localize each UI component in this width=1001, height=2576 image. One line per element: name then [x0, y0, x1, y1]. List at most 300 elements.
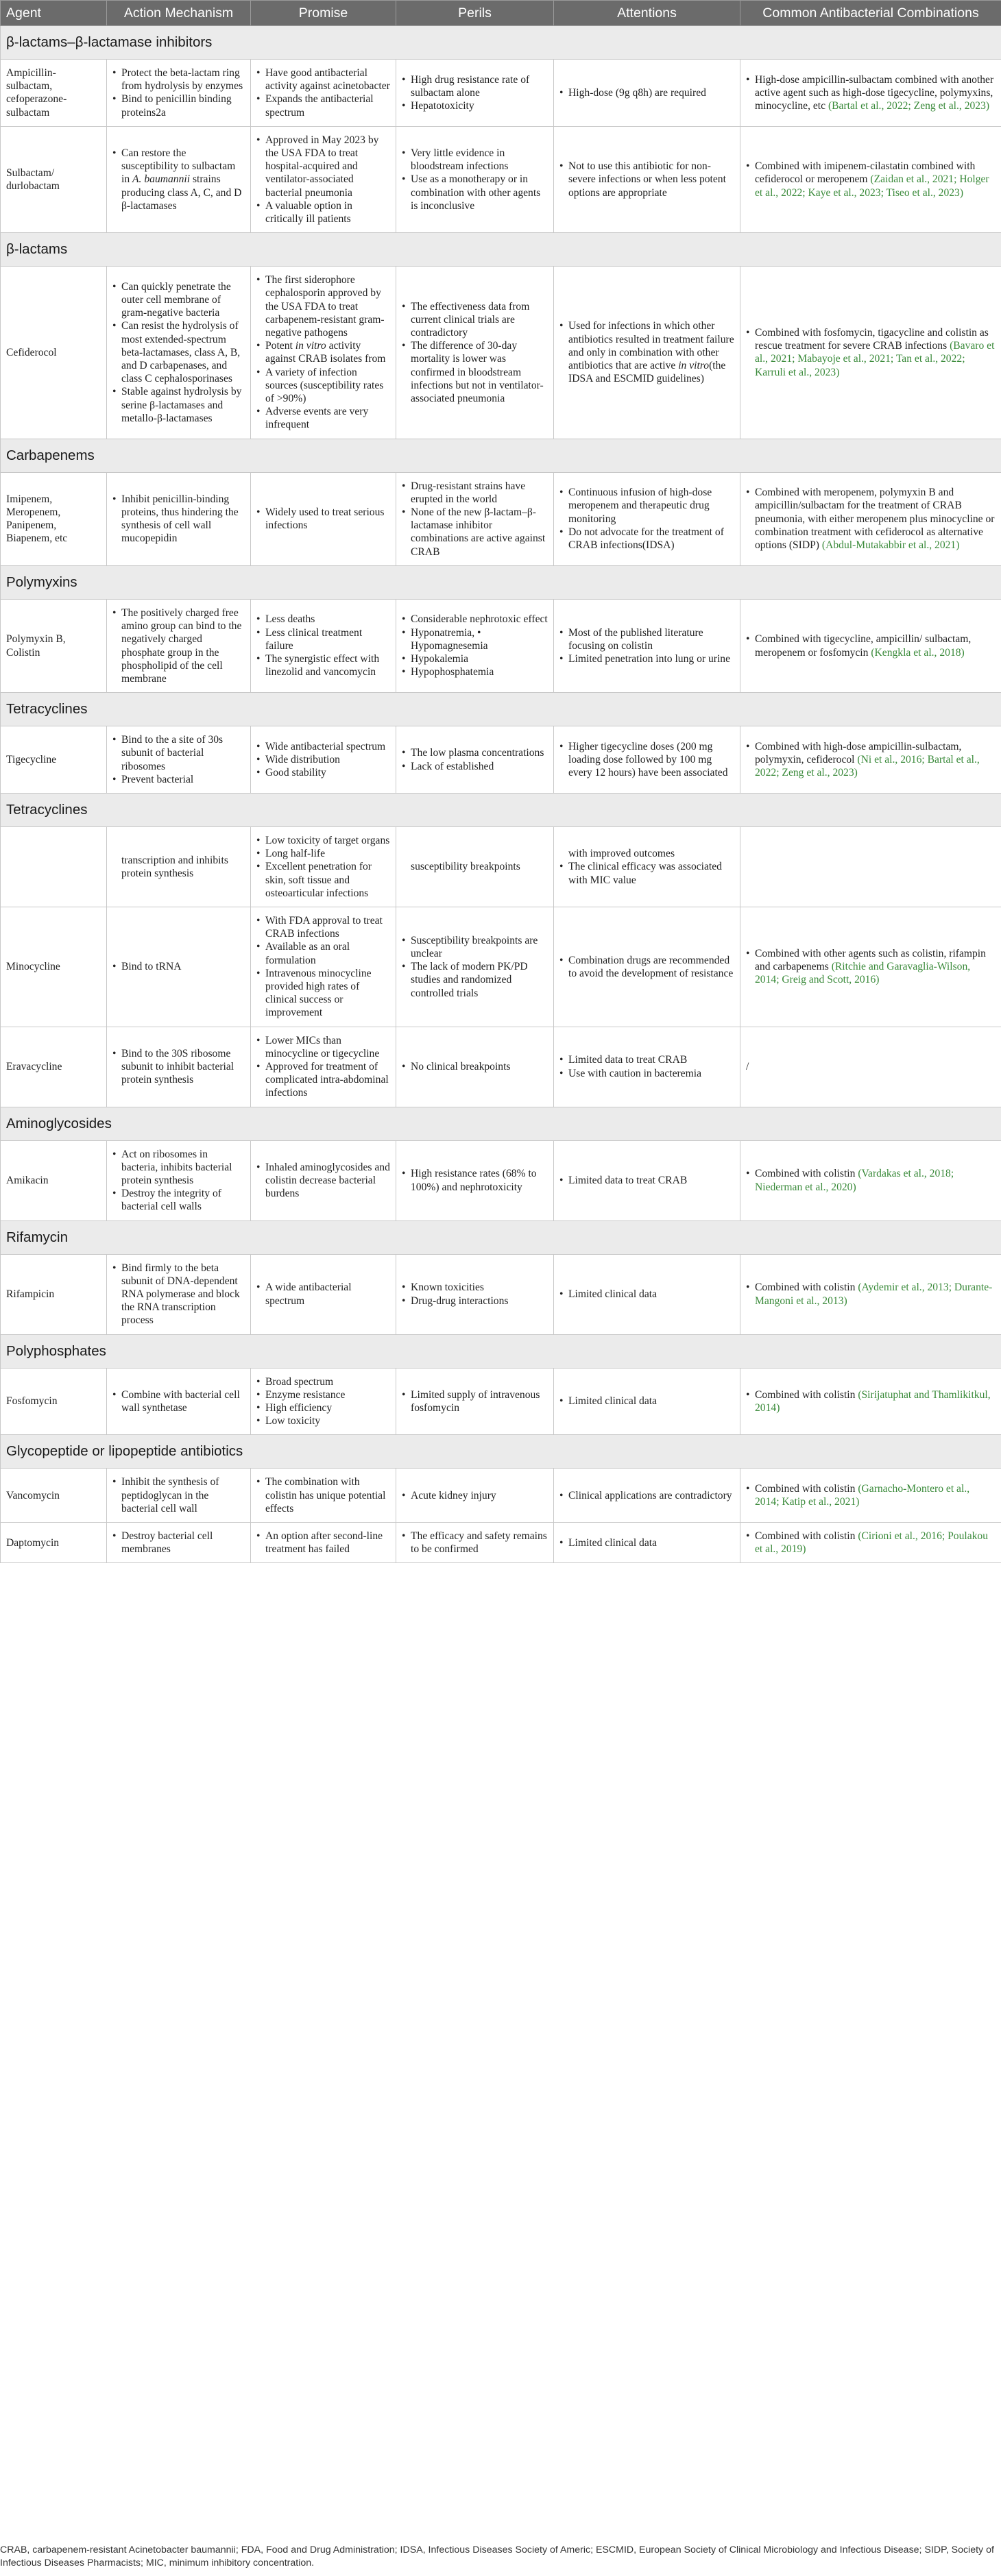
combinations-cell: [740, 726, 1001, 794]
promise-item: • A variety of infection sources (susceptibility rates of >90%): [265, 366, 390, 406]
perils-cell: [396, 907, 554, 1027]
attentions-item: • Do not advocate for the treatment of CRAB infections(IDSA): [568, 526, 734, 552]
promise-item: • The combination with colistin has unique potential effects: [265, 1475, 390, 1515]
combinations-item: [755, 740, 996, 780]
mechanism-item: • Combine with bacterial cell wall synthetase: [121, 1388, 245, 1414]
agent-cell: Polymyxin B, Colistin: [1, 599, 107, 692]
mechanism-item: • Bind to the a site of 30s subunit of bacterial ribosomes: [121, 733, 245, 773]
mechanism-cell: [107, 1469, 251, 1523]
attentions-item: • Limited clinical data: [568, 1536, 734, 1549]
attentions-list: [559, 740, 734, 780]
perils-list: [402, 73, 548, 113]
attentions-list: [559, 1288, 734, 1301]
attentions-item: • Continuous infusion of high-dose meropenem and therapeutic drug monitoring: [568, 486, 734, 526]
perils-cell: [396, 472, 554, 565]
section-row: [1, 693, 1001, 726]
mechanism-item: • Inhibit penicillin-binding proteins, thus hindering the synthesis of cell wall mucopepidin: [121, 493, 245, 545]
table-header-row: [1, 1, 1001, 26]
perils-list: [402, 613, 548, 678]
mechanism-cell: [107, 472, 251, 565]
section-title: Tetracyclines: [1, 693, 1001, 726]
perils-list: [402, 1167, 548, 1193]
attentions-cell: [554, 472, 740, 565]
table-row: [1, 826, 1001, 907]
promise-list: [256, 273, 390, 431]
combinations-list: [746, 740, 996, 780]
attentions-list: [559, 1395, 734, 1408]
attentions-list: [559, 1174, 734, 1187]
header-promise: Promise: [251, 1, 396, 26]
promise-list: [256, 1034, 390, 1100]
combination-text: Combined with tigecycline, ampicillin/ sulbactam, meropenem or fosfomycin: [755, 633, 972, 659]
perils-item: • Hyponatremia, • Hypomagnesemia: [411, 626, 548, 652]
mechanism-list: [112, 1262, 245, 1327]
promise-list: [256, 66, 390, 119]
promise-item: • Lower MICs than minocycline or tigecycline: [265, 1034, 390, 1060]
promise-cell: [251, 1368, 396, 1435]
combinations-cell: [740, 267, 1001, 439]
agent-cell: Fosfomycin: [1, 1368, 107, 1435]
perils-cell: [396, 126, 554, 232]
mechanism-item: • Prevent bacterial: [121, 773, 245, 786]
table-row: [1, 126, 1001, 232]
promise-item: • Approved for treatment of complicated intra-abdominal infections: [265, 1060, 390, 1100]
combinations-cell: [740, 1368, 1001, 1435]
mechanism-text: transcription and inhibits protein synthesis: [121, 854, 228, 879]
mechanism-list: [112, 960, 245, 973]
agent-cell: Cefiderocol: [1, 267, 107, 439]
section-title: Polymyxins: [1, 565, 1001, 599]
section-row: [1, 1220, 1001, 1254]
mechanism-cell: [107, 599, 251, 692]
mechanism-list: [112, 1388, 245, 1414]
mechanism-item: • Can resist the hydrolysis of most extended-spectrum beta-lactamases, class A, B, and D carbapenases, and class C cephalosporinases: [121, 319, 245, 385]
mechanism-cell: [107, 726, 251, 794]
combinations-item: [755, 73, 996, 113]
perils-item: • High resistance rates (68% to 100%) and nephrotoxicity: [411, 1167, 548, 1193]
attentions-item: • Limited data to treat CRAB: [568, 1174, 734, 1187]
section-row: [1, 26, 1001, 60]
mechanism-cell: [107, 1140, 251, 1220]
mechanism-item: • Bind to tRNA: [121, 960, 245, 973]
combination-text: Combined with colistin: [755, 1530, 858, 1543]
perils-item: • High drug resistance rate of sulbactam alone: [411, 73, 548, 99]
table-row: [1, 1027, 1001, 1107]
attentions-cell: [554, 826, 740, 907]
mechanism-cell: [107, 60, 251, 127]
perils-cell: [396, 1027, 554, 1107]
perils-item: • Susceptibility breakpoints are unclear: [411, 934, 548, 960]
combinations-list: [746, 1281, 996, 1307]
italic-term: A. baumannii: [132, 173, 191, 186]
combinations-cell: [740, 472, 1001, 565]
perils-item: • Very little evidence in bloodstream infections: [411, 147, 548, 173]
perils-item: • Hypophosphatemia: [411, 665, 548, 678]
italic-term: in vitro: [295, 340, 326, 352]
mechanism-cell: [107, 267, 251, 439]
agent-cell: Imipenem, Meropenem, Panipenem, Biapenem, etc: [1, 472, 107, 565]
perils-cell: [396, 726, 554, 794]
perils-item: • Drug-resistant strains have erupted in the world: [411, 480, 548, 506]
agent-cell: Amikacin: [1, 1140, 107, 1220]
header-attentions: Attentions: [554, 1, 740, 26]
table-body: [1, 26, 1001, 1563]
mechanism-item: • Destroy bacterial cell membranes: [121, 1530, 245, 1556]
combinations-cell: [740, 1027, 1001, 1107]
promise-cell: [251, 726, 396, 794]
perils-list: [402, 1388, 548, 1414]
mechanism-cell: [107, 1254, 251, 1334]
perils-item: • Hypokalemia: [411, 652, 548, 665]
perils-cell: [396, 1254, 554, 1334]
promise-item: • High efficiency: [265, 1401, 390, 1414]
promise-item: • Broad spectrum: [265, 1375, 390, 1388]
perils-item: • No clinical breakpoints: [411, 1060, 548, 1073]
attentions-cell: [554, 1469, 740, 1523]
mechanism-list: [112, 1047, 245, 1087]
perils-item: • The low plasma concentrations: [411, 746, 548, 759]
table-row: [1, 60, 1001, 127]
promise-item: • Available as an oral formulation: [265, 940, 390, 966]
mechanism-list: [112, 606, 245, 685]
promise-cell: [251, 267, 396, 439]
attentions-list: [559, 86, 734, 99]
section-title: Carbapenems: [1, 439, 1001, 472]
promise-item: • Low toxicity: [265, 1414, 390, 1427]
header-combinations: Common Antibacterial Combinations: [740, 1, 1001, 26]
attentions-item: • The clinical efficacy was associated with MIC value: [568, 860, 734, 886]
mechanism-cell: [107, 1027, 251, 1107]
combinations-cell: [740, 60, 1001, 127]
combinations-list: [746, 326, 996, 379]
promise-item: • Potent in vitro activity against CRAB isolates from: [265, 339, 390, 365]
combinations-cell: [740, 1469, 1001, 1523]
promise-cell: [251, 907, 396, 1027]
combinations-cell: [740, 1523, 1001, 1563]
perils-list: [402, 147, 548, 212]
attentions-cell: [554, 60, 740, 127]
mechanism-list: [112, 1148, 245, 1214]
combinations-text: /: [746, 1060, 749, 1072]
citation-link[interactable]: (Sirijatuphat and Thamlikitkul, 2014): [755, 1388, 991, 1414]
promise-cell: [251, 126, 396, 232]
promise-item: • A wide antibacterial spectrum: [265, 1281, 390, 1307]
attentions-list: [559, 486, 734, 552]
combinations-cell: [740, 826, 1001, 907]
mechanism-item: • The positively charged free amino group can bind to the negatively charged phosphate group in the phospholipid of the cell membrane: [121, 606, 245, 685]
table-row: [1, 1368, 1001, 1435]
mechanism-cell: [107, 126, 251, 232]
promise-item: • The first siderophore cephalosporin approved by the USA FDA to treat carbapenem-resistant gram-negative pathogens: [265, 273, 390, 339]
attentions-item: • Used for infections in which other antibiotics resulted in treatment failure and only in combination with other antibiotics that are active in vitro(the IDSA and ESCMID guidelines): [568, 319, 734, 385]
citation-link[interactable]: (Vardakas et al., 2018; Niederman et al., 2020): [755, 1168, 954, 1193]
perils-cell: [396, 599, 554, 692]
table-row: [1, 472, 1001, 565]
perils-text: susceptibility breakpoints: [411, 861, 520, 873]
table-row: [1, 726, 1001, 794]
combinations-item: [755, 1167, 996, 1193]
promise-item: • A valuable option in critically ill patients: [265, 199, 390, 225]
combination-text: Combined with colistin: [755, 1388, 858, 1401]
promise-item: • Inhaled aminoglycosides and colistin decrease bacterial burdens: [265, 1161, 390, 1201]
promise-item: • Less deaths: [265, 613, 390, 626]
combination-text: Combined with high-dose ampicillin-sulbactam, polymyxin, cefiderocol: [755, 740, 962, 765]
perils-item: • Use as a monotherapy or in combination with other agents is inconclusive: [411, 173, 548, 212]
promise-list: [256, 134, 390, 225]
perils-item: • The effectiveness data from current clinical trials are contradictory: [411, 300, 548, 340]
attentions-item: • Most of the published literature focusing on colistin: [568, 626, 734, 652]
perils-cell: [396, 826, 554, 907]
attentions-cell: [554, 1254, 740, 1334]
attentions-item: • Combination drugs are recommended to avoid the development of resistance: [568, 954, 734, 980]
combinations-cell: [740, 1140, 1001, 1220]
mechanism-item: • Bind firmly to the beta subunit of DNA-dependent RNA polymerase and block the RNA transcription process: [121, 1262, 245, 1327]
attentions-list: [559, 954, 734, 980]
section-row: [1, 565, 1001, 599]
combinations-cell: [740, 599, 1001, 692]
citation-link[interactable]: (Ni et al., 2016; Bartal et al., 2022; Zeng et al., 2023): [755, 753, 980, 779]
mechanism-item: • Protect the beta-lactam ring from hydrolysis by enzymes: [121, 66, 245, 93]
mechanism-item: • Act on ribosomes in bacteria, inhibits bacterial protein synthesis: [121, 1148, 245, 1188]
attentions-list: [559, 1489, 734, 1502]
attentions-item: • Not to use this antibiotic for non-severe infections or when less potent options are appropriate: [568, 160, 734, 199]
combinations-cell: [740, 126, 1001, 232]
promise-list: [256, 1281, 390, 1307]
perils-list: [402, 1281, 548, 1307]
section-title: Tetracyclines: [1, 793, 1001, 826]
perils-list: [402, 1060, 548, 1073]
section-row: [1, 1334, 1001, 1368]
mechanism-list: [112, 1530, 245, 1556]
combinations-item: [755, 1388, 996, 1414]
promise-item: • Less clinical treatment failure: [265, 626, 390, 652]
section-title: Polyphosphates: [1, 1334, 1001, 1368]
promise-cell: [251, 1027, 396, 1107]
agent-cell: Daptomycin: [1, 1523, 107, 1563]
attentions-cell: [554, 1368, 740, 1435]
combinations-item: [755, 486, 996, 552]
attentions-cell: [554, 1140, 740, 1220]
mechanism-list: [112, 493, 245, 545]
perils-list: [402, 1530, 548, 1556]
perils-list: [402, 300, 548, 406]
attentions-cell: [554, 726, 740, 794]
mechanism-cell: [107, 1368, 251, 1435]
combination-text: Combined with fosfomycin, tigacycline and colistin as rescue treatment for severe CRAB infections: [755, 327, 989, 352]
perils-list: [402, 480, 548, 559]
agent-cell: Vancomycin: [1, 1469, 107, 1523]
promise-list: [256, 613, 390, 678]
citation-link[interactable]: (Aydemir et al., 2013; Durante-Mangoni et al., 2013): [755, 1281, 993, 1307]
agent-cell: Eravacycline: [1, 1027, 107, 1107]
attentions-cell: [554, 1027, 740, 1107]
perils-cell: [396, 1140, 554, 1220]
section-title: Aminoglycosides: [1, 1107, 1001, 1140]
citation-link[interactable]: (Bavaro et al., 2021; Mabayoje et al., 2021; Tan et al., 2022; Karruli et al., 2023): [755, 340, 995, 378]
promise-item: • An option after second-line treatment has failed: [265, 1530, 390, 1556]
section-row: [1, 233, 1001, 267]
combination-text: High-dose ampicillin-sulbactam combined with another active agent such as high-dose tigecycline, polymyxins, minocycline, etc: [755, 73, 994, 112]
combination-text: Combined with colistin: [755, 1168, 858, 1180]
attentions-item: • Limited data to treat CRAB: [568, 1053, 734, 1066]
attentions-list: [559, 1053, 734, 1079]
mechanism-item: • Destroy the integrity of bacterial cell walls: [121, 1187, 245, 1213]
promise-cell: [251, 1254, 396, 1334]
promise-item: • Good stability: [265, 766, 390, 779]
promise-cell: [251, 1523, 396, 1563]
agent-cell: Rifampicin: [1, 1254, 107, 1334]
perils-list: [402, 746, 548, 772]
section-row: [1, 793, 1001, 826]
attentions-cell: [554, 267, 740, 439]
promise-list: [256, 506, 390, 532]
perils-item: • The lack of modern PK/PD studies and randomized controlled trials: [411, 960, 548, 1000]
table-footnote: CRAB, carbapenem-resistant Acinetobacter baumannii; FDA, Food and Drug Administration; IDSA, Infectious Diseases Society of Americ; ESCMID, European Society of Clinical Microbiology and Infectious Disease; SIDP, Society of Infectious Diseases Pharmacists; MIC, minimum inhibitory concentration.: [0, 2544, 994, 2568]
promise-list: [256, 1530, 390, 1556]
header-perils: Perils: [396, 1, 554, 26]
promise-item: • Wide antibacterial spectrum: [265, 740, 390, 753]
agent-cell: [1, 826, 107, 907]
section-title: Glycopeptide or lipopeptide antibiotics: [1, 1435, 1001, 1469]
combinations-list: [746, 1167, 996, 1193]
header-action-mechanism: Action Mechanism: [107, 1, 251, 26]
citation-link[interactable]: (Abdul-Mutakabbir et al., 2021): [821, 539, 960, 552]
agent-cell: Minocycline: [1, 907, 107, 1027]
promise-item: • Widely used to treat serious infections: [265, 506, 390, 532]
citation-link[interactable]: (Ritchie and Garavaglia-Wilson, 2014; Greig and Scott, 2016): [755, 961, 971, 986]
attentions-item: • Limited clinical data: [568, 1395, 734, 1408]
italic-term: in vitro: [678, 360, 710, 372]
combinations-list: [746, 73, 996, 113]
attentions-cell: [554, 126, 740, 232]
table-row: [1, 1140, 1001, 1220]
attentions-list: [559, 1536, 734, 1549]
mechanism-cell: [107, 1523, 251, 1563]
perils-list: [402, 934, 548, 1000]
mechanism-list: [112, 66, 245, 119]
perils-item: • Drug-drug interactions: [411, 1295, 548, 1308]
citation-link[interactable]: (Bartal et al., 2022; Zeng et al., 2023): [828, 100, 990, 112]
citation-link[interactable]: (Garnacho-Montero et al., 2014; Katip et al., 2021): [755, 1483, 970, 1508]
citation-link[interactable]: (Kengkla et al., 2018): [871, 646, 965, 659]
promise-list: [256, 834, 390, 900]
promise-list: [256, 1161, 390, 1201]
attentions-item: • High-dose (9g q8h) are required: [568, 86, 734, 99]
combinations-item: [755, 1530, 996, 1556]
combination-text: Combined with meropenem, polymyxin B and ampicillin/sulbactam for the treatment of CRAB pneumonia, with either meropenem plus minocycline or combination treatment with cefiderocol as alternative options (SIDP): [755, 487, 995, 552]
perils-cell: [396, 267, 554, 439]
table-row: [1, 267, 1001, 439]
promise-cell: [251, 1469, 396, 1523]
promise-item: • Approved in May 2023 by the USA FDA to treat hospital-acquired and ventilator-associated bacterial pneumonia: [265, 134, 390, 199]
combinations-item: [755, 326, 996, 379]
attentions-list: [559, 319, 734, 385]
combinations-list: [746, 1388, 996, 1414]
attentions-item: • Limited clinical data: [568, 1288, 734, 1301]
mechanism-item: • Bind to the 30S ribosome subunit to inhibit bacterial protein synthesis: [121, 1047, 245, 1087]
attentions-item: • Clinical applications are contradictory: [568, 1489, 734, 1502]
table-row: [1, 907, 1001, 1027]
attentions-text: with improved outcomes: [568, 848, 675, 860]
combination-text: Combined with imipenem-cilastatin combined with cefiderocol or meropenem: [755, 160, 976, 186]
section-row: [1, 439, 1001, 472]
promise-item: • Wide distribution: [265, 753, 390, 766]
perils-item: • Hepatotoxicity: [411, 99, 548, 112]
combinations-item: [755, 1281, 996, 1307]
combinations-item: [755, 633, 996, 659]
promise-item: • Long half-life: [265, 847, 390, 860]
promise-cell: [251, 1140, 396, 1220]
mechanism-item: • Inhibit the synthesis of peptidoglycan in the bacterial cell wall: [121, 1475, 245, 1515]
perils-item: • The efficacy and safety remains to be confirmed: [411, 1530, 548, 1556]
promise-cell: [251, 599, 396, 692]
promise-item: • Low toxicity of target organs: [265, 834, 390, 847]
header-agent: Agent: [1, 1, 107, 26]
attentions-list: [559, 626, 734, 666]
perils-cell: [396, 1368, 554, 1435]
perils-list: [402, 1489, 548, 1502]
combinations-list: [746, 486, 996, 552]
mechanism-item: • Bind to penicillin binding proteins2a: [121, 93, 245, 119]
promise-list: [256, 914, 390, 1020]
table-row: [1, 1469, 1001, 1523]
combinations-item: [755, 1482, 996, 1508]
perils-item: • Lack of established: [411, 760, 548, 773]
promise-cell: [251, 60, 396, 127]
combinations-item: [755, 160, 996, 199]
mechanism-item: • Stable against hydrolysis by serine β-lactamases and metallo-β-lactamases: [121, 385, 245, 425]
mechanism-list: [112, 733, 245, 786]
promise-cell: [251, 472, 396, 565]
attentions-cell: [554, 907, 740, 1027]
attentions-item: • Limited penetration into lung or urine: [568, 652, 734, 665]
table-row: [1, 1254, 1001, 1334]
promise-cell: [251, 826, 396, 907]
promise-list: [256, 740, 390, 780]
promise-item: • Intravenous minocycline provided high rates of clinical success or improvement: [265, 967, 390, 1020]
mechanism-item: • Can quickly penetrate the outer cell membrane of gram-negative bacteria: [121, 280, 245, 320]
combinations-list: [746, 947, 996, 987]
citation-link[interactable]: (Zaidan et al., 2021; Holger et al., 2022; Kaye et al., 2023; Tiseo et al., 2023): [755, 173, 989, 199]
section-title: Rifamycin: [1, 1220, 1001, 1254]
perils-cell: [396, 1469, 554, 1523]
combinations-list: [746, 1482, 996, 1508]
combinations-list: [746, 633, 996, 659]
mechanism-list: [112, 1475, 245, 1515]
agent-cell: Ampicillin-sulbactam, cefoperazone-sulbactam: [1, 60, 107, 127]
citation-link[interactable]: (Cirioni et al., 2016; Poulakou et al., 2019): [755, 1530, 989, 1556]
perils-item: • Acute kidney injury: [411, 1489, 548, 1502]
promise-item: • The synergistic effect with linezolid and vancomycin: [265, 652, 390, 678]
mechanism-cell: [107, 907, 251, 1027]
mechanism-list: [112, 147, 245, 212]
promise-item: • Excellent penetration for skin, soft tissue and osteoarticular infections: [265, 860, 390, 900]
combinations-cell: [740, 907, 1001, 1027]
table-row: [1, 1523, 1001, 1563]
promise-item: • Adverse events are very infrequent: [265, 405, 390, 431]
mechanism-list: [112, 280, 245, 425]
perils-item: • Known toxicities: [411, 1281, 548, 1294]
perils-item: • Considerable nephrotoxic effect: [411, 613, 548, 626]
promise-list: [256, 1375, 390, 1428]
combination-text: Combined with other agents such as colistin, rifampin and carbapenems: [755, 947, 986, 973]
combinations-list: [746, 1530, 996, 1556]
perils-item: • None of the new β-lactam–β-lactamase inhibitor combinations are active against CRAB: [411, 506, 548, 559]
table-row: [1, 599, 1001, 692]
section-row: [1, 1435, 1001, 1469]
promise-item: • Expands the antibacterial spectrum: [265, 93, 390, 119]
promise-list: [256, 1475, 390, 1515]
